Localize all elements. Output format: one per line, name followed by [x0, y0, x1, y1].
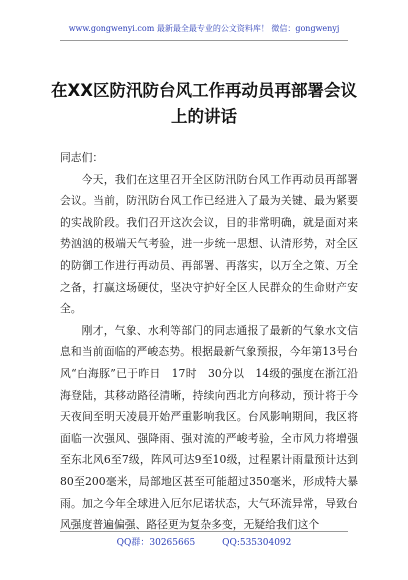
page-header: www.gongwenyi.com 最新最全最专业的公文资料库！ 微信：gongwenyj	[68, 24, 340, 33]
header-divider	[60, 40, 348, 41]
page-footer	[0, 535, 408, 548]
paragraph-1: 今天，我们在这里召开全区防汛防台风工作再动员再部署会议。当前，防汛防台风工作已经进入了最为关键、最为紧要的实战阶段。我们召开这次会议，目的非常明确，就是面对来势汹汹的极端天气考验，进一步统一思想、认清形势，对全区的防御工作进行再动员、再部署、再落实，以万全之策、万全之备，打赢这场硬仗，坚决守护好全区人民群众的生命财产安全。	[60, 172, 358, 316]
paragraph-2: 刚才，气象、水利等部门的同志通报了最新的气象水文信息和当前面临的严峻态势。根据最新气象预报，今年第13号台风“白海豚”已于昨日 17时 30分以 14级的强度在浙江沿海登陆，其移动路径清晰，持续向西北方向移动，预计将于今天夜间至明天凌晨开始严重影响我区。台风影响期间，我区将面临一次强风、强降雨、强对流的严峻考验，全市风力将增强至东北风6至7级，阵风可达9至10级，过程累计雨量预计达到80至200毫米，局部地区甚至可能超过350毫米，形成特大暴雨。加之今年全球进入厄尔尼诺状态，大气环流异常，导致台风强度普遍偏强、路径更为复杂多变，无疑给我们这个	[60, 323, 358, 532]
footer-divider	[60, 531, 348, 532]
footer-qq-group: QQ群：30265665	[116, 538, 196, 548]
document-body	[60, 147, 358, 536]
document-title: 在XX区防汛防台风工作再动员再部署会议上的讲话	[51, 81, 357, 126]
salutation: 同志们：	[60, 151, 104, 164]
footer-qq: QQ:535304092	[222, 538, 292, 548]
